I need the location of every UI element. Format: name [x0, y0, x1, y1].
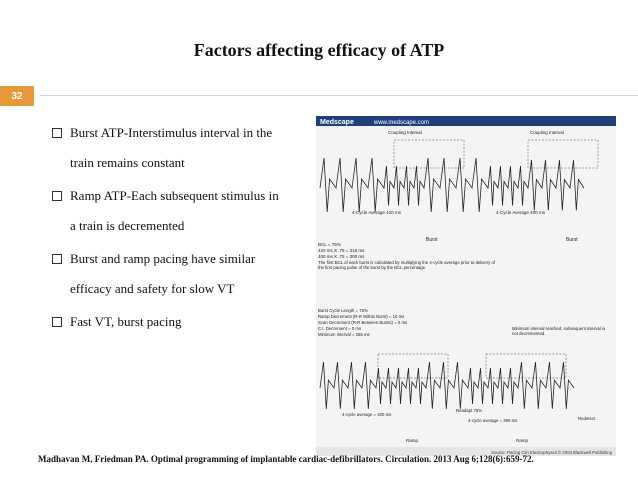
bullet-line: train remains constant	[70, 155, 185, 170]
header-divider	[40, 95, 638, 96]
bullet-item-burst	[50, 118, 310, 178]
min-interval-note: Minimum interval reached; subsequent interval is not decremented.	[512, 326, 606, 336]
ecg-trace-burst	[320, 158, 584, 212]
ecg-figure-svg	[316, 116, 616, 456]
readapt-label: Readapt 75%	[456, 408, 483, 413]
burst-label-1: Burst	[426, 237, 438, 243]
burst-label-2: Burst	[566, 237, 578, 243]
bullet-list	[50, 118, 310, 337]
bcl-calc-1: 420 ms X .75 = 315 ms	[318, 248, 365, 253]
ramp-window-2	[486, 354, 566, 378]
figure-header-bar	[316, 116, 616, 126]
ramp-param-2: Scan Decrement (R-R Between Bursts) = 0 ms	[318, 320, 408, 325]
bcl-note: BCL = 75%	[318, 242, 341, 247]
ecg-figure	[316, 116, 616, 456]
bullet-item-ramp	[50, 181, 310, 241]
bullet-item-fast-vt	[50, 307, 310, 337]
ramp-label-1: Ramp	[406, 438, 419, 443]
bullet-item-efficacy	[50, 244, 310, 304]
four-cycle-average-390: 4-cycle average = 390 ms	[468, 418, 518, 423]
min-interval-note-box	[512, 326, 612, 350]
bullet-line: efficacy and safety for slow VT	[70, 281, 235, 296]
bcl-calc-2: 400 ms X .75 = 300 ms	[318, 254, 365, 259]
page-number-badge: 32	[0, 86, 34, 106]
slide-title: Factors affecting efficacy of ATP	[193, 40, 445, 60]
bcl-explanation-box	[318, 260, 498, 278]
ramp-param-0: Burst Cycle Length = 75%	[318, 308, 368, 313]
figure-source: Source: Pacing Clin Electrophysiol © 2004 Blackwell Publishing	[491, 450, 612, 455]
ecg-trace-ramp	[320, 362, 574, 409]
citation: Madhavan M, Friedman PA. Optimal programming of implantable cardiac-defibrillators. Circulation. 2013 Aug 6;128(6):659-72.	[38, 454, 534, 464]
checkbox-bullet-icon	[52, 191, 62, 201]
bullet-line: Burst and ramp pacing have similar	[70, 251, 256, 266]
bcl-explanation: The first BCL of each burst is calculated by multiplying the 4-cycle average prior to delivery of the first pacing pulse of the burst by the BCL percentage.	[318, 260, 496, 270]
figure-brand: Medscape	[320, 119, 354, 126]
checkbox-bullet-icon	[52, 254, 62, 264]
coupling-interval-label-2: Coupling Interval	[530, 130, 564, 135]
figure-url: www.medscape.com	[374, 120, 430, 126]
coupling-interval-label: Coupling Interval	[388, 130, 422, 135]
bullet-line: Burst ATP-Interstimulus interval in the	[70, 125, 273, 140]
checkbox-bullet-icon	[52, 317, 62, 327]
ramp-label-2: Ramp	[516, 438, 529, 443]
bullet-line: Ramp ATP-Each subsequent stimulus in	[70, 188, 279, 203]
burst-window-2	[528, 140, 598, 168]
redetect-label: Redetect	[578, 416, 596, 421]
four-cycle-average-400: 4-Cycle Average 400 ms	[496, 210, 545, 215]
four-cycle-average-420: 4-Cycle Average 420 ms	[352, 210, 401, 215]
ramp-param-3: C.I. Decrement = 0 ms	[318, 326, 362, 331]
checkbox-bullet-icon	[52, 128, 62, 138]
four-cycle-average-400b: 4-cycle average = 400 ms	[342, 412, 392, 417]
ramp-param-4: Minimum Interval = 265 ms	[318, 332, 370, 337]
bullet-line: Fast VT, burst pacing	[70, 314, 182, 329]
ramp-param-1: Ramp Decrement (R-R Within Burst) = 10 ms	[318, 314, 405, 319]
bullet-line: a train is decremented	[70, 218, 185, 233]
burst-window-1	[394, 140, 464, 168]
